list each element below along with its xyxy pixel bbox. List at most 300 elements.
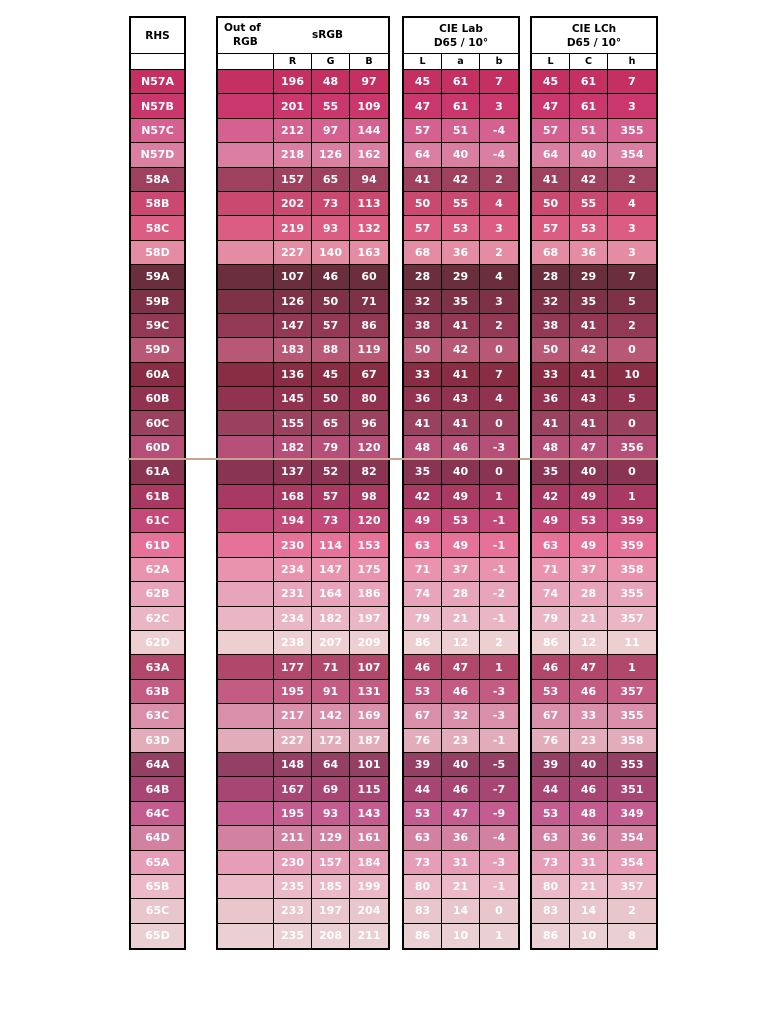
lch-h-value: 3 — [628, 245, 636, 259]
srgb-b-value: 82 — [361, 465, 377, 479]
table-row — [532, 875, 656, 899]
table-row — [404, 192, 518, 216]
out-of-rgb-cell — [218, 216, 274, 239]
table-row — [218, 216, 388, 240]
table-row — [218, 192, 388, 216]
table-row — [218, 851, 388, 875]
table-row — [404, 680, 518, 704]
table-row — [532, 729, 656, 753]
srgb-label: sRGB — [312, 29, 343, 41]
lch-l-value: 67 — [532, 704, 570, 727]
lab-l-value: 35 — [404, 460, 442, 483]
out-of-text: Out of — [224, 22, 261, 34]
table-row — [218, 411, 388, 435]
lch-c-value: 46 — [570, 680, 608, 703]
table-row — [404, 631, 518, 655]
srgb-g-value: 97 — [312, 119, 350, 142]
srgb-r-value: 230 — [274, 851, 312, 874]
lab-a-col-header: a — [442, 54, 480, 69]
srgb-b-value: 109 — [357, 99, 381, 113]
srgb-r-value: 211 — [274, 826, 312, 849]
table-row — [532, 851, 656, 875]
lch-c-value: 47 — [570, 655, 608, 678]
out-of-rgb-cell — [218, 851, 274, 874]
table-row — [218, 363, 388, 387]
rhs-code: 58C — [145, 221, 170, 235]
lab-b-value: 1 — [495, 929, 503, 943]
srgb-b-value: 197 — [357, 611, 381, 625]
table-row — [218, 290, 388, 314]
lab-l-value: 32 — [404, 290, 442, 313]
lab-l-value: 57 — [404, 119, 442, 142]
table-row — [131, 436, 184, 460]
srgb-b-value: 97 — [361, 75, 377, 89]
srgb-g-value: 45 — [312, 363, 350, 386]
lch-h-value: 357 — [620, 880, 644, 894]
rhs-code: 65C — [145, 904, 170, 918]
rhs-code: 59A — [145, 270, 170, 284]
lab-a-value: 31 — [442, 851, 480, 874]
srgb-g-value: 164 — [312, 582, 350, 605]
lab-a-value: 47 — [442, 655, 480, 678]
lab-b-value: 2 — [495, 245, 503, 259]
lch-h-value: 5 — [628, 392, 636, 406]
lch-l-value: 63 — [532, 826, 570, 849]
lab-a-value: 32 — [442, 704, 480, 727]
table-row — [131, 241, 184, 265]
table-row — [404, 777, 518, 801]
table-row — [404, 875, 518, 899]
lab-b-value: 2 — [495, 172, 503, 186]
table-row — [532, 826, 656, 850]
table-row — [131, 631, 184, 655]
b-col-header: B — [365, 56, 373, 67]
srgb-r-value: 182 — [274, 436, 312, 459]
srgb-g-value: 142 — [312, 704, 350, 727]
srgb-r-value: 218 — [274, 143, 312, 166]
rhs-code: 58B — [145, 197, 170, 211]
out-of-rgb-cell — [218, 119, 274, 142]
lab-l-value: 76 — [404, 729, 442, 752]
table-row — [404, 265, 518, 289]
out-of-rgb-cell — [218, 729, 274, 752]
lch-c-value: 21 — [570, 875, 608, 898]
table-row — [218, 265, 388, 289]
table-row — [404, 363, 518, 387]
lch-c-value: 41 — [570, 314, 608, 337]
rhs-code: 63A — [145, 660, 170, 674]
out-of-rgb-cell — [218, 192, 274, 215]
table-row — [532, 192, 656, 216]
lab-a-value: 61 — [442, 70, 480, 93]
table-row — [404, 851, 518, 875]
table-row — [218, 729, 388, 753]
rhs-code: 64D — [145, 831, 170, 845]
table-row — [131, 290, 184, 314]
lab-b-value: 0 — [495, 416, 503, 430]
lab-a-value: 21 — [442, 875, 480, 898]
lch-l-value: 49 — [532, 509, 570, 532]
rhs-code: 62B — [145, 587, 170, 601]
out-of-rgb-cell — [218, 387, 274, 410]
lab-l-value: 33 — [404, 363, 442, 386]
srgb-b-value: 71 — [361, 294, 377, 308]
lch-h-value: 0 — [628, 416, 636, 430]
srgb-b-value: 60 — [361, 270, 377, 284]
srgb-r-value: 227 — [274, 241, 312, 264]
srgb-r-value: 148 — [274, 753, 312, 776]
table-row — [404, 533, 518, 557]
table-row — [131, 802, 184, 826]
table-row — [404, 241, 518, 265]
lch-h-value: 2 — [628, 904, 636, 918]
table-row — [131, 680, 184, 704]
rhs-code: 59D — [145, 343, 170, 357]
lab-b-value: 2 — [495, 636, 503, 650]
lab-a-value: 51 — [442, 119, 480, 142]
table-row — [218, 924, 388, 948]
out-of-rgb-cell — [218, 777, 274, 800]
lch-c-value: 40 — [570, 753, 608, 776]
table-row — [532, 168, 656, 192]
lab-b-value: -3 — [492, 684, 506, 698]
lab-a-value: 49 — [442, 485, 480, 508]
lab-l-value: 44 — [404, 777, 442, 800]
table-row — [404, 216, 518, 240]
cielch-title: CIE LCh — [571, 22, 617, 35]
out-of-rgb-cell — [218, 582, 274, 605]
table-row — [218, 875, 388, 899]
table-row — [131, 485, 184, 509]
rhs-code: 62C — [145, 611, 170, 625]
rhs-code: 63D — [145, 733, 170, 747]
lch-l-value: 63 — [532, 533, 570, 556]
lch-h-value: 2 — [628, 172, 636, 186]
cielch-body — [532, 70, 656, 948]
lab-b-col-header: b — [495, 56, 503, 67]
lch-c-value: 37 — [570, 558, 608, 581]
table-row — [532, 558, 656, 582]
lch-c-value: 28 — [570, 582, 608, 605]
table-row — [131, 851, 184, 875]
lch-h-value: 358 — [620, 563, 644, 576]
lab-l-value: 38 — [404, 314, 442, 337]
srgb-g-value: 73 — [312, 192, 350, 215]
table-row — [218, 826, 388, 850]
rhs-header-label: RHS — [145, 29, 170, 42]
lab-a-value: 36 — [442, 826, 480, 849]
rhs-code: 59C — [145, 319, 170, 333]
table-row — [404, 338, 518, 362]
table-row — [532, 777, 656, 801]
lch-c-value: 51 — [570, 119, 608, 142]
lch-l-value: 53 — [532, 680, 570, 703]
cielab-body — [404, 70, 518, 948]
table-row — [218, 582, 388, 606]
rhs-code: 61C — [145, 514, 170, 528]
lab-a-value: 28 — [442, 582, 480, 605]
lch-c-value: 53 — [570, 509, 608, 532]
lab-b-value: -9 — [492, 806, 506, 820]
table-row — [532, 680, 656, 704]
lab-l-value: 36 — [404, 387, 442, 410]
lab-a-value: 42 — [442, 168, 480, 191]
rhs-code: 61B — [145, 489, 170, 503]
lch-l-value: 28 — [532, 265, 570, 288]
lch-c-value: 49 — [570, 485, 608, 508]
lch-c-col-header: C — [570, 54, 608, 69]
rhs-code: 62A — [145, 563, 170, 576]
srgb-table — [216, 16, 390, 950]
srgb-r-value: 157 — [274, 168, 312, 191]
srgb-b-value: 204 — [357, 904, 381, 918]
lch-c-value: 29 — [570, 265, 608, 288]
table-row — [404, 558, 518, 582]
lch-h-value: 10 — [624, 367, 640, 381]
out-of-rgb-label — [224, 21, 261, 49]
out-of-rgb-cell — [218, 509, 274, 532]
table-row — [404, 460, 518, 484]
table-row — [218, 777, 388, 801]
lab-l-value: 42 — [404, 485, 442, 508]
lab-b-value: 0 — [495, 465, 503, 479]
srgb-r-value: 177 — [274, 655, 312, 678]
cielab-table — [402, 16, 520, 950]
lab-b-value: 3 — [495, 99, 503, 113]
table-row — [131, 924, 184, 948]
srgb-b-value: 163 — [357, 245, 381, 259]
lch-l-value: 86 — [532, 924, 570, 948]
r-col-header: R — [274, 54, 312, 69]
lch-l-value: 39 — [532, 753, 570, 776]
srgb-b-value: 161 — [357, 831, 381, 845]
lab-b-value: 1 — [495, 660, 503, 674]
lab-l-col-header: L — [404, 54, 442, 69]
srgb-b-value: 120 — [357, 441, 381, 455]
lab-a-value: 21 — [442, 607, 480, 630]
srgb-r-value: 147 — [274, 314, 312, 337]
table-row — [218, 241, 388, 265]
table-row — [131, 314, 184, 338]
table-row — [532, 533, 656, 557]
table-row — [404, 704, 518, 728]
lab-a-value: 55 — [442, 192, 480, 215]
lch-l-value: 48 — [532, 436, 570, 459]
lch-c-value: 14 — [570, 899, 608, 922]
table-row — [131, 509, 184, 533]
srgb-r-value: 195 — [274, 680, 312, 703]
rhs-code: 62D — [145, 636, 170, 650]
lab-b-value: -1 — [492, 514, 506, 528]
lch-h-value: 7 — [628, 270, 636, 284]
rhs-code: 65A — [145, 855, 170, 869]
lab-b-value: -1 — [492, 733, 506, 747]
table-row — [404, 509, 518, 533]
lab-a-value: 35 — [442, 290, 480, 313]
lch-l-value: 46 — [532, 655, 570, 678]
srgb-r-value: 234 — [274, 558, 312, 581]
srgb-r-value: 233 — [274, 899, 312, 922]
lab-a-value: 61 — [442, 94, 480, 117]
lab-a-value: 29 — [442, 265, 480, 288]
lab-a-value: 40 — [442, 143, 480, 166]
out-of-rgb-cell — [218, 143, 274, 166]
lab-a-value: 53 — [442, 216, 480, 239]
lch-h-value: 359 — [620, 538, 644, 552]
lch-c-value: 46 — [570, 777, 608, 800]
table-row — [218, 899, 388, 923]
lab-l-value: 74 — [404, 582, 442, 605]
out-of-rgb-cell — [218, 558, 274, 581]
lab-a-value: 46 — [442, 680, 480, 703]
out-of-rgb-cell — [218, 363, 274, 386]
lab-a-value: 47 — [442, 802, 480, 825]
rhs-subheader — [131, 54, 184, 70]
srgb-r-value: 230 — [274, 533, 312, 556]
table-row — [131, 143, 184, 167]
cielab-title: CIE Lab — [439, 22, 483, 35]
srgb-g-value: 50 — [312, 290, 350, 313]
out-of-rgb-cell — [218, 168, 274, 191]
srgb-header — [218, 18, 388, 54]
lch-l-col-header: L — [532, 54, 570, 69]
lch-l-value: 73 — [532, 851, 570, 874]
lch-l-value: 33 — [532, 363, 570, 386]
lch-h-value: 355 — [620, 123, 644, 137]
rhs-code: 60C — [145, 416, 170, 430]
lab-l-value: 57 — [404, 216, 442, 239]
table-row — [532, 631, 656, 655]
lch-c-value: 36 — [570, 241, 608, 264]
lab-l-value: 41 — [404, 168, 442, 191]
lch-l-value: 36 — [532, 387, 570, 410]
table-row — [532, 314, 656, 338]
table-row — [131, 582, 184, 606]
lch-c-value: 49 — [570, 533, 608, 556]
srgb-r-value: 235 — [274, 924, 312, 948]
srgb-b-value: 131 — [357, 684, 381, 698]
lab-a-value: 23 — [442, 729, 480, 752]
lch-c-value: 12 — [570, 631, 608, 654]
lab-b-value: -7 — [492, 782, 506, 796]
table-row — [131, 338, 184, 362]
lch-l-value: 64 — [532, 143, 570, 166]
lch-l-value: 35 — [532, 460, 570, 483]
table-row — [131, 777, 184, 801]
srgb-b-value: 94 — [361, 172, 377, 186]
lch-c-value: 61 — [570, 94, 608, 117]
lab-l-value: 50 — [404, 338, 442, 361]
lch-h-value: 8 — [628, 929, 636, 943]
srgb-r-value: 145 — [274, 387, 312, 410]
srgb-g-value: 57 — [312, 314, 350, 337]
srgb-g-value: 79 — [312, 436, 350, 459]
srgb-g-value: 93 — [312, 216, 350, 239]
srgb-g-value: 71 — [312, 655, 350, 678]
table-row — [131, 704, 184, 728]
lch-l-value: 71 — [532, 558, 570, 581]
table-row — [532, 70, 656, 94]
lab-l-value: 83 — [404, 899, 442, 922]
lab-a-value: 37 — [442, 558, 480, 581]
lch-h-value: 354 — [620, 855, 644, 869]
lab-b-value: -4 — [492, 148, 506, 162]
rhs-code: N57D — [140, 148, 175, 162]
lch-c-value: 31 — [570, 851, 608, 874]
out-of-rgb-cell — [218, 241, 274, 264]
table-row — [218, 143, 388, 167]
srgb-g-value: 65 — [312, 411, 350, 434]
srgb-g-value: 55 — [312, 94, 350, 117]
out-of-rgb-cell — [218, 94, 274, 117]
srgb-b-value: 96 — [361, 416, 377, 430]
table-row — [532, 338, 656, 362]
lch-c-value: 43 — [570, 387, 608, 410]
table-row — [532, 924, 656, 948]
table-row — [404, 826, 518, 850]
table-row — [218, 436, 388, 460]
srgb-r-value: 231 — [274, 582, 312, 605]
lab-l-value: 45 — [404, 70, 442, 93]
lab-b-value: 3 — [495, 294, 503, 308]
table-row — [218, 631, 388, 655]
lch-h-value: 356 — [620, 441, 644, 455]
out-of-rgb-cell — [218, 875, 274, 898]
lch-h-value: 1 — [628, 489, 636, 503]
table-row — [218, 387, 388, 411]
srgb-r-value: 202 — [274, 192, 312, 215]
table-row — [532, 802, 656, 826]
lch-c-value: 42 — [570, 338, 608, 361]
out-of-rgb-cell — [218, 533, 274, 556]
srgb-g-value: 114 — [312, 533, 350, 556]
table-row — [131, 94, 184, 118]
lab-a-value: 42 — [442, 338, 480, 361]
lch-c-value: 41 — [570, 411, 608, 434]
lch-c-value: 40 — [570, 460, 608, 483]
lch-c-value: 10 — [570, 924, 608, 948]
lch-h-value: 1 — [628, 660, 636, 674]
lch-h-value: 5 — [628, 294, 636, 308]
srgb-r-value: 137 — [274, 460, 312, 483]
srgb-subheader — [218, 54, 388, 70]
lch-h-value: 349 — [620, 806, 644, 820]
table-row — [218, 94, 388, 118]
lch-l-value: 41 — [532, 411, 570, 434]
lch-c-value: 40 — [570, 143, 608, 166]
table-row — [404, 70, 518, 94]
table-row — [131, 119, 184, 143]
lch-c-value: 55 — [570, 192, 608, 215]
lch-h-value: 0 — [628, 465, 636, 479]
lch-l-value: 42 — [532, 485, 570, 508]
lch-h-value: 3 — [628, 99, 636, 113]
srgb-g-value: 91 — [312, 680, 350, 703]
srgb-b-value: 132 — [357, 221, 381, 235]
lab-l-value: 28 — [404, 265, 442, 288]
lch-h-value: 354 — [620, 831, 644, 845]
lab-a-value: 14 — [442, 899, 480, 922]
srgb-r-value: 194 — [274, 509, 312, 532]
lch-l-value: 53 — [532, 802, 570, 825]
out-of-rgb-cell — [218, 338, 274, 361]
lab-b-value: 1 — [495, 489, 503, 503]
rhs-code: 64B — [145, 782, 170, 796]
table-row — [532, 290, 656, 314]
table-row — [218, 314, 388, 338]
table-row — [131, 192, 184, 216]
lab-l-value: 50 — [404, 192, 442, 215]
